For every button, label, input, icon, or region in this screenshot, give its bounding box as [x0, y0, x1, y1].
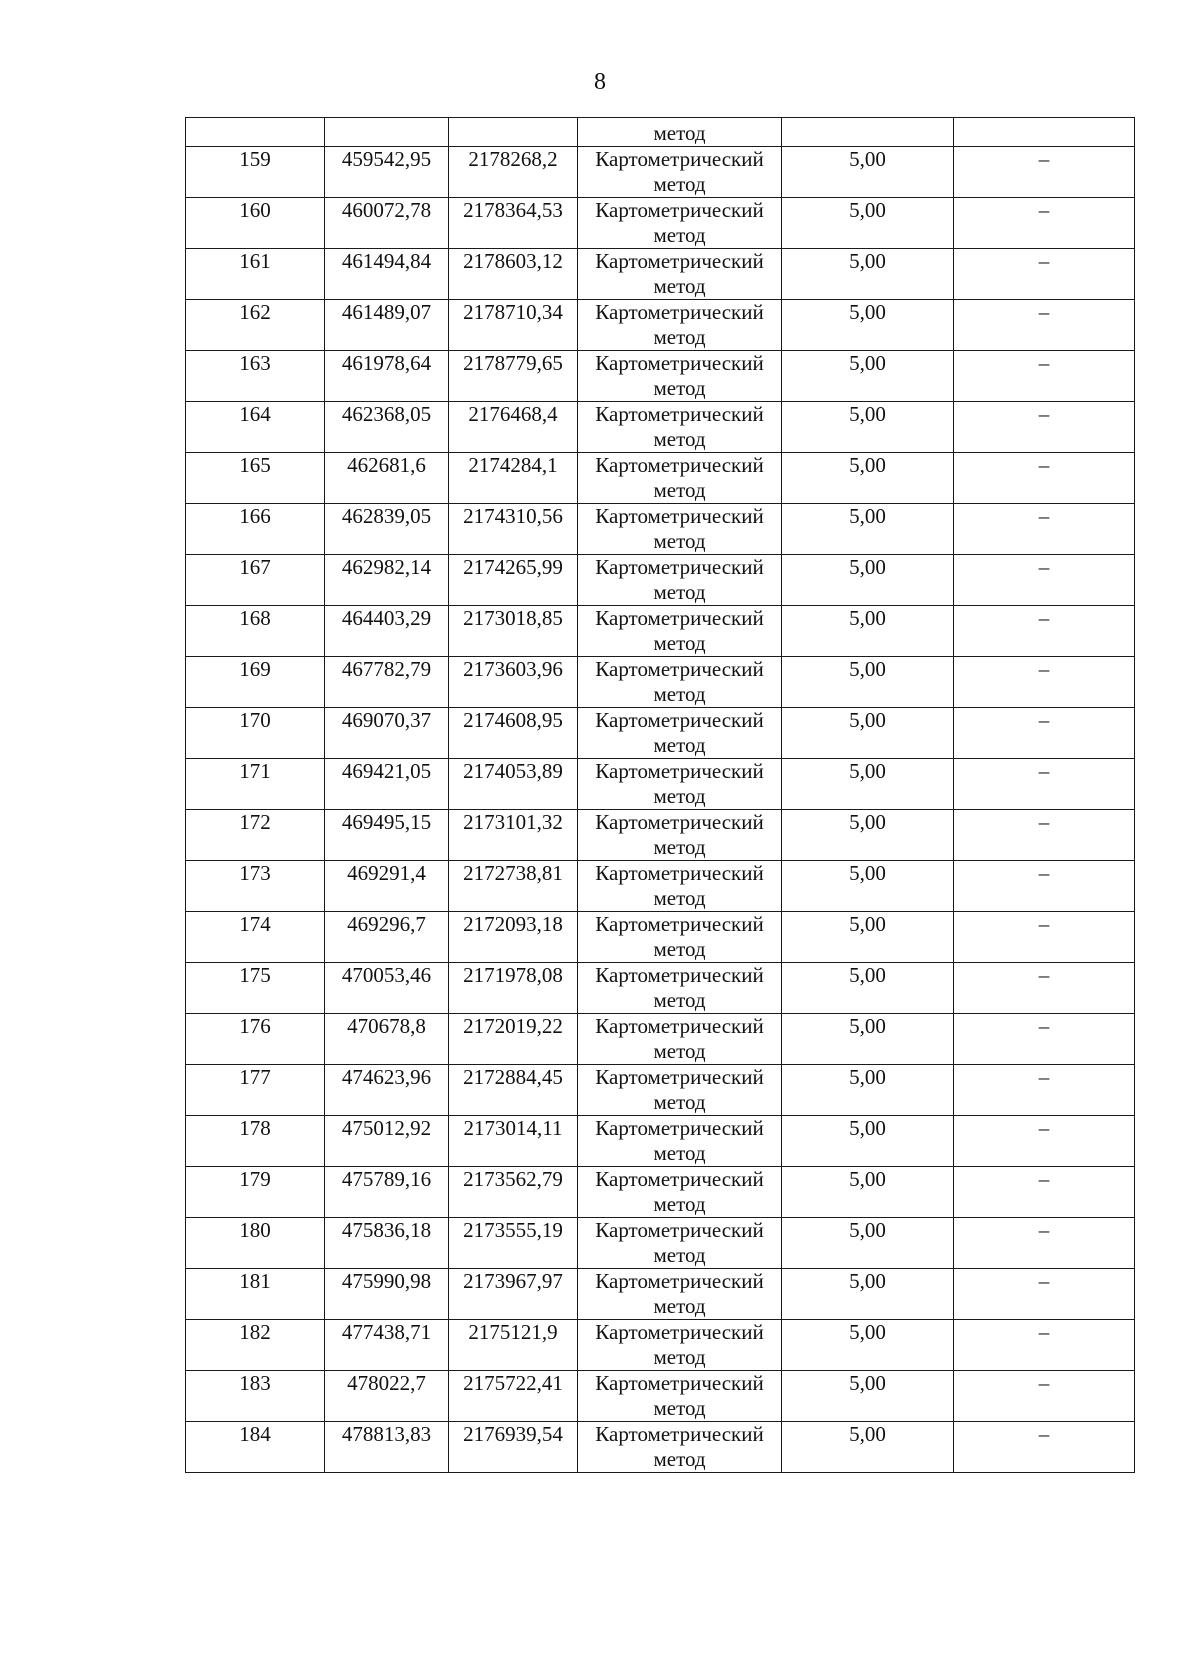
table-row: [186, 198, 1135, 249]
cell-note: –: [954, 1167, 1135, 1218]
cell-y: 2174284,1: [449, 453, 578, 504]
table-row: [186, 963, 1135, 1014]
method-line-1: Картометрический: [595, 861, 764, 885]
table-row: [186, 1116, 1135, 1167]
cell-point-number: 181: [186, 1269, 325, 1320]
cell-y: 2173101,32: [449, 810, 578, 861]
cell-x: 475012,92: [325, 1116, 449, 1167]
method-line-1: Картометрический: [595, 708, 764, 732]
cell-x: 469421,05: [325, 759, 449, 810]
method-line-2: метод: [653, 1294, 706, 1318]
cell-y: 2173018,85: [449, 606, 578, 657]
cell-x: 464403,29: [325, 606, 449, 657]
cell-note: –: [954, 402, 1135, 453]
cell-accuracy: 5,00: [782, 861, 954, 912]
table-row: [186, 504, 1135, 555]
cell-accuracy: 5,00: [782, 198, 954, 249]
cell-point-number: 175: [186, 963, 325, 1014]
cell-y: 2172884,45: [449, 1065, 578, 1116]
cell-y: 2172738,81: [449, 861, 578, 912]
cell-point-number: 162: [186, 300, 325, 351]
table-row: [186, 555, 1135, 606]
table-row: [186, 249, 1135, 300]
cell-method: [578, 1371, 782, 1422]
cell-x: 469291,4: [325, 861, 449, 912]
cell-x: 462681,6: [325, 453, 449, 504]
method-line-1: Картометрический: [595, 147, 764, 171]
cell-point-number: 180: [186, 1218, 325, 1269]
cell-method: [578, 402, 782, 453]
method-line-2: метод: [653, 172, 706, 196]
cell-accuracy: 5,00: [782, 1218, 954, 1269]
cell-x: 469070,37: [325, 708, 449, 759]
cell-method: [578, 1269, 782, 1320]
method-line-2: метод: [653, 1141, 706, 1165]
method-line-1: Картометрический: [595, 453, 764, 477]
cell-x: 469296,7: [325, 912, 449, 963]
cell-accuracy: 5,00: [782, 453, 954, 504]
cell-note: –: [954, 657, 1135, 708]
method-line-1: Картометрический: [595, 1371, 764, 1395]
cell-point-number: 164: [186, 402, 325, 453]
coordinates-table-body: [186, 118, 1135, 1473]
cell-method: метод: [578, 118, 782, 147]
method-line-2: метод: [653, 1447, 706, 1471]
cell-x: 461489,07: [325, 300, 449, 351]
cell-point-number: 184: [186, 1422, 325, 1473]
cell-method: [578, 606, 782, 657]
cell-accuracy: 5,00: [782, 147, 954, 198]
cell-y: 2178710,34: [449, 300, 578, 351]
method-line-1: Картометрический: [595, 1116, 764, 1140]
method-line-1: Картометрический: [595, 810, 764, 834]
cell-note: –: [954, 555, 1135, 606]
cell-accuracy: 5,00: [782, 249, 954, 300]
table-row: [186, 147, 1135, 198]
cell-accuracy: 5,00: [782, 963, 954, 1014]
cell-point-number: 160: [186, 198, 325, 249]
cell-x: 469495,15: [325, 810, 449, 861]
cell-point-number: 171: [186, 759, 325, 810]
cell-note: –: [954, 504, 1135, 555]
cell-accuracy: 5,00: [782, 504, 954, 555]
method-line-2: метод: [653, 1090, 706, 1114]
cell-x: 475789,16: [325, 1167, 449, 1218]
cell-point-number: 159: [186, 147, 325, 198]
cell-point-number: 173: [186, 861, 325, 912]
cell-method: [578, 708, 782, 759]
cell-note: –: [954, 351, 1135, 402]
cell-accuracy: 5,00: [782, 912, 954, 963]
table-row: [186, 351, 1135, 402]
table-row: [186, 657, 1135, 708]
cell-method: [578, 1065, 782, 1116]
cell-x: 470053,46: [325, 963, 449, 1014]
table-row: [186, 1218, 1135, 1269]
table-row: [186, 1269, 1135, 1320]
cell-note: –: [954, 963, 1135, 1014]
method-line-2: метод: [653, 376, 706, 400]
method-line-2: метод: [653, 274, 706, 298]
cell-note: –: [954, 912, 1135, 963]
cell-note: –: [954, 198, 1135, 249]
table-row: [186, 810, 1135, 861]
method-line-2: метод: [653, 733, 706, 757]
method-line-2: метод: [653, 529, 706, 553]
cell-method: [578, 657, 782, 708]
method-line-1: Картометрический: [595, 1014, 764, 1038]
cell-x: 475836,18: [325, 1218, 449, 1269]
cell-accuracy: 5,00: [782, 351, 954, 402]
cell-y: 2173014,11: [449, 1116, 578, 1167]
method-line-1: Картометрический: [595, 912, 764, 936]
cell-point-number: 166: [186, 504, 325, 555]
cell-point-number: 179: [186, 1167, 325, 1218]
cell-x: 467782,79: [325, 657, 449, 708]
method-line-1: Картометрический: [595, 759, 764, 783]
method-line-1: Картометрический: [595, 1320, 764, 1344]
cell-y: 2171978,08: [449, 963, 578, 1014]
method-line-2: метод: [653, 886, 706, 910]
cell-method: [578, 1218, 782, 1269]
cell-point-number: 178: [186, 1116, 325, 1167]
cell-method: [578, 912, 782, 963]
cell-note: –: [954, 147, 1135, 198]
cell-x: 459542,95: [325, 147, 449, 198]
cell-accuracy: 5,00: [782, 402, 954, 453]
cell-method: [578, 861, 782, 912]
cell-method: [578, 963, 782, 1014]
cell-accuracy: 5,00: [782, 1269, 954, 1320]
method-line-2: метод: [653, 580, 706, 604]
cell-accuracy: 5,00: [782, 810, 954, 861]
cell-method: [578, 1320, 782, 1371]
cell-note: –: [954, 810, 1135, 861]
cell-x: 462368,05: [325, 402, 449, 453]
cell-accuracy: 5,00: [782, 708, 954, 759]
cell-point-number: 169: [186, 657, 325, 708]
cell-accuracy: 5,00: [782, 1014, 954, 1065]
cell-note: –: [954, 1065, 1135, 1116]
method-line-2: метод: [653, 1396, 706, 1420]
cell-point-number: 172: [186, 810, 325, 861]
table-row: [186, 453, 1135, 504]
cell-note: –: [954, 1269, 1135, 1320]
table-row: [186, 402, 1135, 453]
method-line-2: метод: [653, 1243, 706, 1267]
cell-method: [578, 249, 782, 300]
cell-method: [578, 1422, 782, 1473]
cell-method: [578, 1014, 782, 1065]
method-line-2: метод: [653, 988, 706, 1012]
method-line-1: Картометрический: [595, 1218, 764, 1242]
cell-y: 2173562,79: [449, 1167, 578, 1218]
cell-point-number: 163: [186, 351, 325, 402]
method-line-1: Картометрический: [595, 1422, 764, 1446]
cell-note: –: [954, 861, 1135, 912]
method-line-1: Картометрический: [595, 300, 764, 324]
cell-method: [578, 759, 782, 810]
cell-note: –: [954, 1218, 1135, 1269]
cell-y: 2176468,4: [449, 402, 578, 453]
method-line-2: метод: [653, 1039, 706, 1063]
cell-y: 2178779,65: [449, 351, 578, 402]
cell-y: 2176939,54: [449, 1422, 578, 1473]
cell-method: [578, 1167, 782, 1218]
cell-point-number: 183: [186, 1371, 325, 1422]
cell-y: 2172019,22: [449, 1014, 578, 1065]
cell-x: 478813,83: [325, 1422, 449, 1473]
table-row: [186, 300, 1135, 351]
cell-note: –: [954, 1320, 1135, 1371]
method-line-1: Картометрический: [595, 606, 764, 630]
cell-method: [578, 453, 782, 504]
cell-accuracy: 5,00: [782, 1116, 954, 1167]
table-row: [186, 1167, 1135, 1218]
cell-y: 2174053,89: [449, 759, 578, 810]
cell-y: 2172093,18: [449, 912, 578, 963]
cell-note: –: [954, 300, 1135, 351]
cell-method: [578, 147, 782, 198]
cell-accuracy: 5,00: [782, 300, 954, 351]
cell-x: 477438,71: [325, 1320, 449, 1371]
cell-accuracy: 5,00: [782, 555, 954, 606]
cell-y: 2178364,53: [449, 198, 578, 249]
method-line-1: Картометрический: [595, 504, 764, 528]
method-line-2: метод: [653, 478, 706, 502]
cell-x: 478022,7: [325, 1371, 449, 1422]
cell-method: [578, 810, 782, 861]
cell-y: 2173603,96: [449, 657, 578, 708]
cell-y: 2178603,12: [449, 249, 578, 300]
cell-x: 470678,8: [325, 1014, 449, 1065]
cell-y: 2173967,97: [449, 1269, 578, 1320]
cell-note: –: [954, 1371, 1135, 1422]
method-line-2: метод: [653, 325, 706, 349]
cell-note: –: [954, 1116, 1135, 1167]
cell-note: –: [954, 249, 1135, 300]
continuation-row: [186, 118, 1135, 147]
method-line-1: Картометрический: [595, 1269, 764, 1293]
method-line-1: Картометрический: [595, 351, 764, 375]
cell-point-number: 176: [186, 1014, 325, 1065]
page-number: 8: [594, 69, 606, 95]
cell-method: [578, 351, 782, 402]
method-line-2: метод: [653, 682, 706, 706]
table-row: [186, 606, 1135, 657]
cell-y: 2178268,2: [449, 147, 578, 198]
cell-point-number: 168: [186, 606, 325, 657]
cell-method: [578, 198, 782, 249]
method-line-1: Картометрический: [595, 1167, 764, 1191]
method-line-1: Картометрический: [595, 198, 764, 222]
cell-method: [578, 504, 782, 555]
coordinates-table: [185, 117, 1135, 1473]
cell-point-number: [186, 118, 325, 147]
cell-note: –: [954, 453, 1135, 504]
method-line-1: Картометрический: [595, 963, 764, 987]
cell-accuracy: 5,00: [782, 759, 954, 810]
cell-method: [578, 555, 782, 606]
cell-y: 2174608,95: [449, 708, 578, 759]
method-line-2: метод: [653, 631, 706, 655]
method-line-1: Картометрический: [595, 249, 764, 273]
cell-y: 2175722,41: [449, 1371, 578, 1422]
cell-accuracy: [782, 118, 954, 147]
table-row: [186, 708, 1135, 759]
method-line-1: Картометрический: [595, 657, 764, 681]
cell-y: 2175121,9: [449, 1320, 578, 1371]
cell-accuracy: 5,00: [782, 606, 954, 657]
cell-point-number: 177: [186, 1065, 325, 1116]
cell-note: –: [954, 1422, 1135, 1473]
cell-accuracy: 5,00: [782, 1371, 954, 1422]
cell-accuracy: 5,00: [782, 657, 954, 708]
cell-accuracy: 5,00: [782, 1320, 954, 1371]
method-line-1: Картометрический: [595, 1065, 764, 1089]
cell-accuracy: 5,00: [782, 1065, 954, 1116]
cell-point-number: 174: [186, 912, 325, 963]
cell-x: 474623,96: [325, 1065, 449, 1116]
cell-point-number: 182: [186, 1320, 325, 1371]
cell-point-number: 165: [186, 453, 325, 504]
method-line-2: метод: [653, 1345, 706, 1369]
cell-point-number: 161: [186, 249, 325, 300]
method-line-2: метод: [653, 937, 706, 961]
table-row: [186, 912, 1135, 963]
cell-x: [325, 118, 449, 147]
cell-accuracy: 5,00: [782, 1422, 954, 1473]
table-row: [186, 759, 1135, 810]
table-row: [186, 861, 1135, 912]
cell-note: –: [954, 606, 1135, 657]
cell-point-number: 170: [186, 708, 325, 759]
cell-note: –: [954, 708, 1135, 759]
cell-x: 475990,98: [325, 1269, 449, 1320]
cell-note: –: [954, 759, 1135, 810]
cell-y: 2173555,19: [449, 1218, 578, 1269]
cell-accuracy: 5,00: [782, 1167, 954, 1218]
cell-y: [449, 118, 578, 147]
cell-y: 2174265,99: [449, 555, 578, 606]
cell-note: –: [954, 1014, 1135, 1065]
method-line-1: Картометрический: [595, 402, 764, 426]
cell-point-number: 167: [186, 555, 325, 606]
table-row: [186, 1014, 1135, 1065]
table-row: [186, 1371, 1135, 1422]
method-line-2: метод: [653, 784, 706, 808]
cell-note: [954, 118, 1135, 147]
method-line-2: метод: [653, 1192, 706, 1216]
cell-method: [578, 1116, 782, 1167]
method-line-1: Картометрический: [595, 555, 764, 579]
cell-method: [578, 300, 782, 351]
cell-x: 461494,84: [325, 249, 449, 300]
cell-x: 460072,78: [325, 198, 449, 249]
method-line-2: метод: [653, 835, 706, 859]
cell-x: 462839,05: [325, 504, 449, 555]
method-line-2: метод: [653, 427, 706, 451]
cell-x: 462982,14: [325, 555, 449, 606]
table-row: [186, 1320, 1135, 1371]
cell-x: 461978,64: [325, 351, 449, 402]
table-row: [186, 1422, 1135, 1473]
cell-y: 2174310,56: [449, 504, 578, 555]
table-row: [186, 1065, 1135, 1116]
method-line-2: метод: [653, 223, 706, 247]
